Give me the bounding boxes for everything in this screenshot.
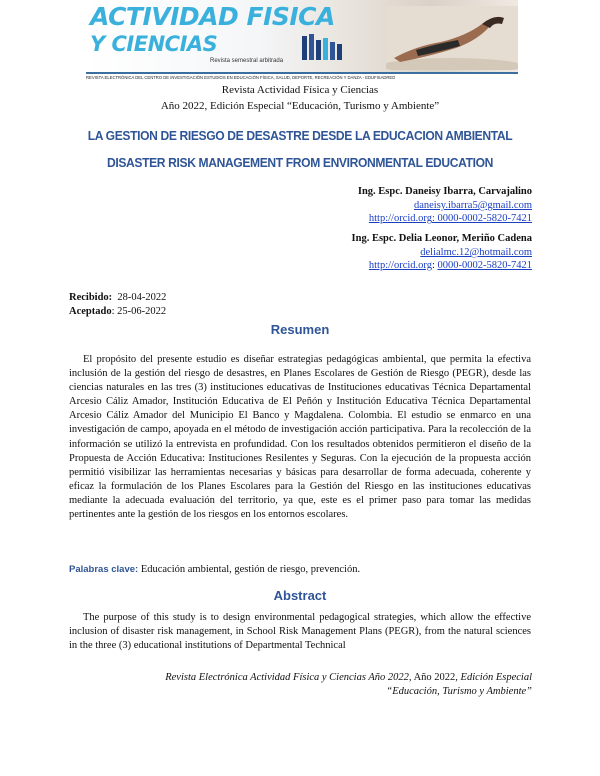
received-date bbox=[69, 292, 166, 303]
keywords-value: Educación ambiental, gestión de riesgo, prevención. bbox=[138, 564, 361, 575]
orcid-prefix: http://orcid.org bbox=[368, 260, 432, 271]
received-value: 28-04-2022 bbox=[117, 292, 167, 303]
orcid-id: 0000-0002-5820-7421 bbox=[437, 260, 532, 271]
abstract-paragraph: The purpose of this study is to design environmental pedagogical strategies, which allow the effective inclusion of disaster risk management, in School Risk Management Plans (PEGR), from the natural sciences in the three (3) educational institutions of Departmental Technical bbox=[69, 612, 531, 652]
resumen-heading: Resumen bbox=[270, 322, 330, 337]
journal-edition: Año 2022, Edición Especial “Educación, Turismo y Ambiente” bbox=[160, 100, 440, 112]
keywords-line bbox=[69, 564, 360, 575]
orcid-id: : 0000-0002-5820-7421 bbox=[431, 213, 532, 224]
author-2-name: Ing. Espc. Delia Leonor, Meriño Cadena bbox=[351, 233, 532, 244]
abstract-heading: Abstract bbox=[273, 588, 327, 603]
orcid-prefix: http://orcid.org bbox=[368, 213, 432, 224]
received-label: Recibido: bbox=[69, 292, 113, 303]
logo-bars-icon bbox=[300, 32, 346, 62]
athlete-photo bbox=[386, 6, 518, 70]
author-1-email-link[interactable]: daneisy.ibarra5@gmail.com bbox=[413, 200, 532, 211]
footer-edition-label: Edición Especial bbox=[460, 672, 532, 683]
logo-title-line2: Y CIENCIAS bbox=[90, 32, 218, 56]
accepted-label: Aceptado bbox=[69, 306, 112, 317]
logo-subtitle: Revista semestral arbitrada bbox=[210, 58, 284, 64]
accepted-date bbox=[69, 306, 166, 317]
journal-banner bbox=[86, 0, 518, 80]
accepted-value: : 25-06-2022 bbox=[111, 306, 167, 317]
footer-edition-name: “Educación, Turismo y Ambiente” bbox=[386, 686, 532, 697]
title-english: DISASTER RISK MANAGEMENT FROM ENVIRONMENTAL EDUCATION bbox=[107, 155, 493, 170]
logo-title-line1: ACTIVIDAD FISICA bbox=[90, 2, 335, 31]
resumen-paragraph: El propósito del presente estudio es diseñar estrategias pedagógicas ambiental, que permita la efectiva inclusión de la gestión del riesgo de desastres, en Planes Escolares de Gestión de Riesgo (PEGR), desde las ciencias naturales en las tres (3) instituciones educativas de Instituciones educativas Técnica Departamental Arcesio Cáliz Amador, Institución Educativa de El Peñón y Institución Educativa Técnica Departamental Arcesio Cáliz Amador del Municipio El Banco y Magdalena. Colombia. El estudio se enmarco en una investigación de campo, apoyada en el método de investigación acción participativa. Para la recolección de la información se utilizó la entrevista en profundidad. Con los resultados obtenidos permitieron el diseño de la Propuesta de Acción Educativa: Instituciones Resilentes y Seguras. Con la ejecución de la propuesta acción permitió visibilizar las herramientas necesarias y básicas para desarrollar de forma adecuada, coherente y eficaz la formulación de los Planes Escolares para la Gestión del Riesgo en las instituciones educativas mediante la adecuada evaluación del territorio, ya que, este es el primer paso para tomar las medidas pertinentes ante la gestión de los riesgos en los entornos escolares. bbox=[69, 354, 531, 521]
page-footer bbox=[92, 671, 532, 699]
author-1-orcid-link[interactable] bbox=[369, 213, 532, 224]
title-spanish: LA GESTION DE RIESGO DE DESASTRE DESDE LA EDUCACION AMBIENTAL bbox=[87, 128, 513, 143]
keywords-label: Palabras clave: bbox=[69, 564, 139, 575]
journal-name: Revista Actividad Física y Ciencias bbox=[221, 84, 379, 96]
author-2-email-link[interactable]: delialmc.12@hotmail.com bbox=[420, 247, 532, 258]
banner-strip-text: REVISTA ELECTRÓNICA DEL CENTRO DE INVESTIGACIÓN ESTUDIOS EN EDUCACIÓN FÍSICA, SALUD, DEPORTE, RECREACIÓN Y DANZA - EDUFISADRED bbox=[86, 75, 396, 80]
author-1-name: Ing. Espc. Daneisy Ibarra, Carvajalino bbox=[357, 186, 532, 197]
footer-year: Año 2022, bbox=[411, 672, 461, 683]
author-2-orcid-link[interactable]: http://orcid.org: 0000-0002-5820-7421 bbox=[368, 260, 532, 271]
footer-journal: Revista Electrónica Actividad Física y Ciencias Año 2022, bbox=[165, 672, 412, 683]
